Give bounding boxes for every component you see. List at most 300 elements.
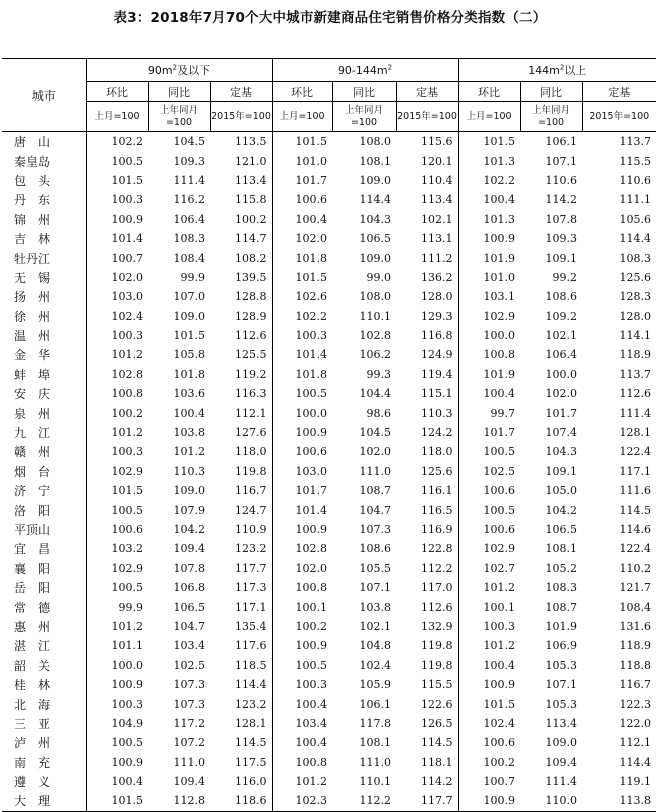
- city-name: 洛 阳: [14, 503, 51, 518]
- city-name: 秦皇岛: [14, 154, 51, 169]
- index-value: 102.0: [272, 229, 332, 248]
- city-name: 赣 州: [14, 445, 51, 460]
- index-value: 102.9: [458, 307, 520, 326]
- index-value: 104.8: [359, 639, 391, 653]
- index-value: 106.5: [545, 523, 578, 536]
- index-value: 100.3: [86, 190, 148, 209]
- index-value: 109.3: [545, 232, 578, 246]
- index-value: 108.6: [359, 542, 391, 556]
- table-row: [2, 345, 656, 364]
- index-value: 100.5: [86, 500, 148, 519]
- index-value: 114.4: [235, 678, 267, 692]
- index-value: 112.2: [421, 561, 453, 575]
- index-value: 101.9: [458, 248, 520, 267]
- index-value: 100.4: [458, 384, 520, 403]
- table-row: [2, 675, 656, 694]
- index-value: 111.0: [359, 464, 391, 478]
- index-value: 100.4: [173, 406, 205, 420]
- index-value: 101.2: [86, 617, 148, 636]
- index-value: 110.4: [421, 173, 453, 187]
- index-value: 108.3: [173, 232, 205, 246]
- index-value: 101.0: [272, 151, 332, 170]
- index-value: 121.0: [235, 154, 267, 168]
- index-value: 101.2: [458, 636, 520, 655]
- index-value: 101.4: [272, 500, 332, 519]
- index-value: 109.1: [545, 251, 578, 265]
- index-value: 135.4: [235, 619, 267, 633]
- index-value: 106.4: [545, 348, 578, 362]
- index-value: 101.4: [272, 345, 332, 364]
- table-row: [2, 733, 656, 752]
- index-value: 100.3: [272, 675, 332, 694]
- index-value: 100.9: [272, 423, 332, 442]
- index-value: 106.1: [359, 697, 391, 711]
- table-row: [2, 268, 656, 287]
- index-value: 125.6: [421, 464, 453, 478]
- index-value: 111.4: [545, 775, 578, 789]
- table-row: [2, 539, 656, 558]
- index-value: 105.8: [173, 348, 205, 362]
- col-base-mom: 上月=100: [458, 102, 520, 132]
- index-value: 100.6: [272, 442, 332, 461]
- index-value: 99.9: [86, 597, 148, 616]
- index-value: 123.2: [235, 542, 267, 556]
- index-value: 103.1: [458, 287, 520, 306]
- index-value: 101.2: [86, 345, 148, 364]
- index-value: 108.1: [359, 154, 391, 168]
- index-value: 111.6: [619, 484, 652, 498]
- index-value: 100.7: [458, 772, 520, 791]
- index-value: 109.1: [545, 464, 578, 478]
- index-value: 115.5: [619, 154, 652, 168]
- city-name: 常 德: [14, 600, 51, 615]
- index-value: 114.4: [619, 755, 652, 769]
- col-header-mom: 环比: [272, 82, 332, 102]
- index-value: 118.6: [210, 791, 272, 811]
- col-header-mom: 环比: [86, 82, 148, 102]
- index-value: 136.2: [421, 270, 453, 284]
- index-value: 100.0: [545, 367, 578, 381]
- index-value: 100.2: [86, 403, 148, 422]
- index-value: 117.1: [235, 600, 267, 614]
- col-base-base: 2015年=100: [582, 102, 656, 132]
- index-value: 107.1: [545, 678, 578, 692]
- col-header-base: 定基: [396, 82, 458, 102]
- index-value: 100.3: [86, 694, 148, 713]
- index-value: 113.4: [235, 173, 267, 187]
- index-value: 98.6: [366, 406, 391, 420]
- group-header-small: $90m^2$及以下: [86, 59, 272, 82]
- table-row: [2, 423, 656, 442]
- index-value: 105.0: [545, 484, 578, 498]
- index-value: 100.3: [458, 617, 520, 636]
- table-row: [2, 656, 656, 675]
- table-row: [2, 791, 656, 811]
- index-value: 100.4: [272, 694, 332, 713]
- index-value: 114.4: [359, 193, 391, 207]
- city-name: 岳 阳: [14, 581, 51, 596]
- index-value: 122.3: [619, 697, 652, 711]
- index-value: 109.2: [545, 309, 578, 323]
- index-value: 100.9: [86, 210, 148, 229]
- index-value: 101.4: [86, 229, 148, 248]
- table-row: [2, 287, 656, 306]
- col-header-yoy: 同比: [332, 82, 396, 102]
- index-value: 100.0: [86, 656, 148, 675]
- index-value: 103.0: [86, 287, 148, 306]
- city-name: 吉 林: [14, 232, 51, 247]
- index-value: 112.1: [619, 736, 652, 750]
- index-value: 110.6: [619, 173, 652, 187]
- index-value: 100.6: [86, 520, 148, 539]
- city-name: 九 江: [14, 426, 51, 441]
- index-value: 100.8: [458, 345, 520, 364]
- table-row: [2, 772, 656, 791]
- index-value: 112.8: [148, 791, 210, 811]
- index-value: 100.5: [272, 384, 332, 403]
- index-value: 101.8: [272, 365, 332, 384]
- table-row: [2, 151, 656, 170]
- index-value: 114.1: [619, 329, 652, 343]
- col-header-mom: 环比: [458, 82, 520, 102]
- index-value: 110.6: [545, 173, 578, 187]
- city-name: 蚌 埠: [14, 367, 51, 382]
- index-value: 111.4: [173, 173, 205, 187]
- index-value: 100.6: [458, 520, 520, 539]
- index-value: 110.1: [359, 309, 391, 323]
- index-value: 108.7: [545, 600, 578, 614]
- index-value: 104.2: [545, 503, 578, 517]
- index-value: 102.1: [359, 619, 391, 633]
- index-value: 99.2: [552, 270, 578, 284]
- index-value: 104.2: [173, 523, 205, 536]
- index-value: 132.9: [421, 619, 453, 633]
- index-value: 109.0: [173, 484, 205, 498]
- index-value: 101.3: [458, 210, 520, 229]
- index-value: 107.1: [359, 581, 391, 595]
- table-row: [2, 365, 656, 384]
- city-name: 金 华: [14, 348, 51, 363]
- page-title: 表3：2018年7月70个大中城市新建商品住宅销售价格分类指数（二）: [113, 10, 547, 26]
- city-name: 无 锡: [14, 270, 51, 285]
- index-value: 121.7: [619, 581, 652, 595]
- col-base-yoy: 上年同月=100: [148, 102, 210, 132]
- index-value: 103.0: [272, 462, 332, 481]
- city-name: 南 充: [14, 755, 51, 770]
- table-row: [2, 636, 656, 655]
- index-value: 101.7: [545, 406, 578, 420]
- index-value: 103.8: [359, 600, 391, 614]
- table-row: [2, 442, 656, 461]
- index-value: 108.6: [545, 290, 578, 304]
- index-value: 116.1: [421, 484, 453, 498]
- index-value: 119.2: [235, 367, 267, 381]
- index-value: 107.4: [545, 426, 578, 440]
- index-value: 100.6: [458, 733, 520, 752]
- index-value: 118.8: [619, 658, 652, 672]
- index-value: 117.6: [235, 639, 267, 653]
- index-value: 102.5: [458, 462, 520, 481]
- index-value: 100.0: [458, 326, 520, 345]
- index-value: 113.7: [619, 367, 652, 381]
- index-value: 102.2: [272, 307, 332, 326]
- index-value: 114.5: [421, 736, 453, 750]
- index-value: 108.0: [359, 290, 391, 304]
- index-value: 100.4: [86, 772, 148, 791]
- index-value: 114.6: [619, 523, 652, 536]
- index-value: 102.0: [86, 268, 148, 287]
- index-value: 99.3: [366, 367, 391, 381]
- index-value: 100.9: [458, 229, 520, 248]
- index-value: 101.2: [458, 578, 520, 597]
- city-name: 锦 州: [14, 212, 51, 227]
- index-value: 116.7: [235, 484, 267, 498]
- index-value: 104.5: [173, 135, 205, 149]
- index-value: 118.1: [421, 755, 453, 769]
- index-value: 118.0: [235, 445, 267, 459]
- index-value: 118.9: [619, 348, 652, 362]
- index-value: 100.2: [235, 212, 267, 226]
- index-value: 107.0: [173, 290, 205, 304]
- index-value: 116.7: [619, 678, 652, 692]
- index-value: 110.1: [359, 775, 391, 789]
- index-value: 107.9: [173, 503, 205, 517]
- index-value: 117.3: [235, 581, 267, 595]
- index-value: 104.3: [545, 445, 578, 459]
- index-value: 113.8: [582, 791, 656, 811]
- col-base-base: 2015年=100: [396, 102, 458, 132]
- col-base-yoy: 上年同月=100: [332, 102, 396, 132]
- index-value: 100.8: [272, 753, 332, 772]
- city-name: 大 理: [2, 791, 86, 811]
- index-value: 110.2: [619, 561, 652, 575]
- index-value: 113.4: [421, 193, 453, 207]
- index-value: 108.1: [359, 736, 391, 750]
- index-value: 111.0: [173, 755, 205, 769]
- index-value: 103.8: [173, 426, 205, 440]
- index-value: 113.1: [421, 232, 453, 246]
- group-header-large: $144m^2$以上: [458, 59, 656, 82]
- index-value: 112.2: [332, 791, 396, 811]
- table-row: [2, 403, 656, 422]
- col-base-yoy: 上年同月=100: [520, 102, 582, 132]
- index-value: 107.2: [173, 736, 205, 750]
- city-name: 遵 义: [14, 775, 51, 790]
- index-value: 128.0: [421, 290, 453, 304]
- index-value: 105.5: [359, 561, 391, 575]
- index-value: 99.9: [180, 270, 205, 284]
- index-value: 126.5: [421, 716, 453, 730]
- index-value: 113.7: [619, 135, 652, 149]
- index-value: 102.0: [359, 445, 391, 459]
- col-base-mom: 上月=100: [86, 102, 148, 132]
- table-row: [2, 714, 656, 733]
- index-value: 112.1: [235, 406, 267, 420]
- table-row: [2, 384, 656, 403]
- index-value: 114.5: [619, 503, 652, 517]
- base-header-row: [2, 102, 656, 132]
- index-value: 131.6: [619, 619, 652, 633]
- index-value: 118.9: [619, 639, 652, 653]
- index-value: 102.5: [173, 658, 205, 672]
- index-value: 122.8: [421, 542, 453, 556]
- index-value: 100.5: [86, 151, 148, 170]
- index-value: 102.0: [272, 559, 332, 578]
- index-value: 101.8: [173, 367, 205, 381]
- index-value: 109.0: [173, 309, 205, 323]
- index-value: 100.1: [272, 597, 332, 616]
- index-value: 101.5: [458, 694, 520, 713]
- index-value: 100.8: [86, 384, 148, 403]
- city-name: 韶 关: [14, 658, 51, 673]
- index-value: 111.4: [619, 406, 652, 420]
- index-value: 100.4: [272, 210, 332, 229]
- table-row: [2, 500, 656, 519]
- index-value: 107.3: [173, 697, 205, 711]
- index-value: 116.8: [421, 329, 453, 343]
- index-value: 109.0: [545, 736, 578, 750]
- index-value: 106.9: [545, 639, 578, 653]
- city-name: 湛 江: [14, 639, 51, 654]
- index-value: 124.9: [421, 348, 453, 362]
- city-name: 泸 州: [14, 736, 51, 751]
- city-name: 丹 东: [14, 193, 51, 208]
- index-value: 100.3: [272, 326, 332, 345]
- city-name: 济 宁: [14, 484, 51, 499]
- index-value: 128.1: [235, 716, 267, 730]
- city-name: 唐 山: [14, 135, 51, 150]
- index-value: 128.3: [619, 290, 652, 304]
- index-value: 104.5: [359, 426, 391, 440]
- index-value: 109.4: [545, 755, 578, 769]
- index-value: 107.8: [545, 212, 578, 226]
- table-row: [2, 520, 656, 539]
- index-value: 101.9: [545, 619, 578, 633]
- index-value: 103.6: [173, 387, 205, 401]
- group-header-medium: $90-144m^2$: [272, 59, 458, 82]
- index-value: 117.5: [235, 755, 267, 769]
- index-value: 114.2: [421, 775, 453, 789]
- index-value: 114.2: [545, 193, 578, 207]
- index-value: 106.4: [173, 212, 205, 226]
- index-value: 117.7: [396, 791, 458, 811]
- index-value: 102.9: [458, 539, 520, 558]
- city-name: 牡丹江: [14, 251, 51, 266]
- index-value: 100.4: [458, 656, 520, 675]
- index-value: 109.4: [173, 775, 205, 789]
- table-body: [2, 132, 656, 812]
- index-value: 105.2: [545, 561, 578, 575]
- index-value: 113.5: [235, 135, 267, 149]
- city-name: 徐 州: [14, 309, 51, 324]
- index-value: 102.4: [86, 307, 148, 326]
- index-value: 102.4: [458, 714, 520, 733]
- index-value: 102.9: [86, 462, 148, 481]
- index-value: 109.3: [173, 154, 205, 168]
- index-value: 125.5: [235, 348, 267, 362]
- index-value: 102.2: [86, 132, 148, 152]
- index-value: 108.2: [235, 251, 267, 265]
- city-name: 襄 阳: [14, 561, 51, 576]
- table-row: [2, 597, 656, 616]
- index-value: 101.5: [86, 791, 148, 811]
- index-value: 105.3: [545, 697, 578, 711]
- index-value: 101.5: [272, 132, 332, 152]
- table-row: [2, 617, 656, 636]
- index-value: 100.4: [272, 733, 332, 752]
- index-value: 119.8: [235, 464, 267, 478]
- index-value: 122.6: [421, 697, 453, 711]
- index-value: 100.5: [86, 733, 148, 752]
- index-value: 119.1: [619, 775, 652, 789]
- city-name: 惠 州: [14, 619, 51, 634]
- index-value: 109.4: [173, 542, 205, 556]
- index-value: 102.8: [272, 539, 332, 558]
- index-value: 101.3: [458, 151, 520, 170]
- index-value: 102.1: [545, 329, 578, 343]
- index-value: 115.5: [421, 678, 453, 692]
- index-value: 115.1: [421, 387, 453, 401]
- index-value: 112.6: [619, 387, 652, 401]
- city-name: 烟 台: [14, 464, 51, 479]
- index-value: 119.4: [421, 367, 453, 381]
- index-value: 100.2: [458, 753, 520, 772]
- index-value: 105.3: [545, 658, 578, 672]
- index-value: 99.7: [458, 403, 520, 422]
- index-value: 100.6: [272, 190, 332, 209]
- index-value: 118.0: [421, 445, 453, 459]
- index-value: 114.4: [619, 232, 652, 246]
- index-value: 101.7: [272, 481, 332, 500]
- city-name: 安 庆: [14, 387, 51, 402]
- index-value: 128.1: [619, 426, 652, 440]
- index-value: 111.0: [359, 755, 391, 769]
- index-value: 104.4: [359, 387, 391, 401]
- index-value: 106.5: [173, 600, 205, 614]
- index-value: 102.9: [86, 559, 148, 578]
- index-value: 101.8: [272, 248, 332, 267]
- index-value: 100.9: [272, 636, 332, 655]
- index-value: 108.0: [359, 135, 391, 149]
- index-value: 103.4: [272, 714, 332, 733]
- index-value: 102.8: [86, 365, 148, 384]
- index-value: 113.4: [545, 716, 578, 730]
- index-value: 107.3: [173, 678, 205, 692]
- index-value: 100.7: [86, 248, 148, 267]
- table-row: [2, 462, 656, 481]
- index-value: 101.5: [173, 329, 205, 343]
- index-value: 100.2: [272, 617, 332, 636]
- index-value: 116.0: [235, 775, 267, 789]
- index-value: 117.1: [619, 464, 652, 478]
- index-value: 128.9: [235, 309, 267, 323]
- table-row: [2, 229, 656, 248]
- col-header-base: 定基: [210, 82, 272, 102]
- table-row: [2, 578, 656, 597]
- index-value: 110.3: [421, 406, 453, 420]
- index-value: 111.1: [619, 193, 652, 207]
- table-row: [2, 481, 656, 500]
- col-header-yoy: 同比: [148, 82, 210, 102]
- index-value: 100.1: [458, 597, 520, 616]
- index-value: 106.1: [545, 135, 578, 149]
- index-value: 106.5: [359, 232, 391, 246]
- index-value: 108.4: [173, 251, 205, 265]
- index-value: 107.3: [359, 523, 391, 536]
- index-value: 122.0: [619, 716, 652, 730]
- table-row: [2, 210, 656, 229]
- price-index-table: [2, 58, 656, 812]
